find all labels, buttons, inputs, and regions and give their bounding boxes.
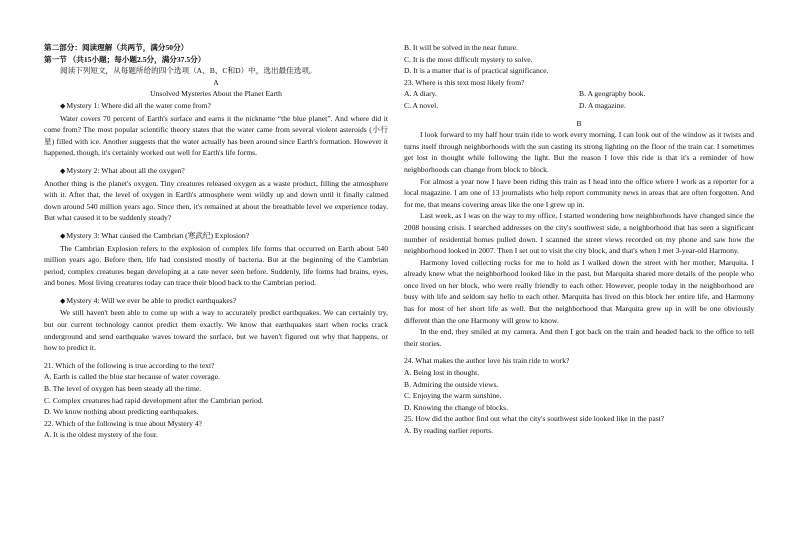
q23-option-a: A. A diary. [404, 89, 437, 99]
q22-option-d: D. It is a matter that is of practical significance. [404, 66, 549, 76]
question-25: 25. How did the author find out what the city's southwest side looked like in the past? [404, 414, 665, 424]
passage-b-paragraph-1: I look forward to my half hour train ride to work every morning. I can look out of the window as it twists and turns itself through neighborhoods with the sun casting its strong lighting on the floor of the train car. I sometimes get lost in thought while following the light. But the reason I love this ride is that it's a reminder of how neighborhoods can change from block to block. [404, 130, 754, 174]
question-23: 23. Where is this text most likely from? [404, 77, 525, 87]
diamond-icon: ◆ [60, 166, 66, 175]
passage-b-paragraph-2: For almost a year now I have been riding this train as I head into the office where I work as a reporter for a local magazine. I am one of 13 journalists who help report community news in areas that are often forgotten. And for me, that means covering areas like the one I grew up in. [404, 176, 754, 209]
passage-b-paragraph-3: Last week, as I was on the way to my office, I started wondering how neighborhoods have changed since the 2008 housing crisis. I searched addresses on the city's southwest side, a neighborhood that has seen a significant number of residential homes pulled down. I scanned the street views recorded on my phone and saw how the neighborhood looked in 2007. Then I set out to visit the city block, and that's when I met 3-year-old Harmony. [404, 211, 754, 256]
diamond-icon: ◆ [60, 231, 66, 240]
mystery-3-title: Mystery 3: What caused the Cambrian (寒武纪) Explosion? [66, 230, 250, 240]
q24-option-a: A. Being lost in thought. [404, 368, 480, 378]
mystery-1-heading [44, 100, 388, 113]
mystery-4-text: We still haven't been able to come up with a way to accurately predict earthquakes. We can certainly try, but our current technology cannot predict them exactly. We know that earthquakes start when rocks crack underground and send earthquake waves toward the surface, but we haven't figured out why that happens, or how to predict it. [44, 308, 388, 353]
right-column [404, 42, 754, 437]
q21-option-c: C. Complex creatures had rapid development after the Cambrian period. [44, 395, 264, 405]
passage-b-letter: B [576, 118, 582, 128]
q21-option-a: A. Earth is called the blue star because of water coverage. [44, 372, 220, 382]
q25-option-a: A. By reading earlier reports. [404, 426, 493, 435]
q21-option-b: B. The level of oxygen has been steady all the time. [44, 384, 202, 394]
mystery-4-title: Mystery 4: Will we ever be able to predict earthquakes? [66, 295, 237, 305]
diamond-icon: ◆ [60, 296, 66, 305]
mystery-3-heading [44, 230, 388, 243]
passage-a-letter: A [213, 77, 219, 87]
q23-options-row-1 [404, 88, 754, 100]
instruction: 阅读下列短文，从每题所给的四个选项（A、B、C和D）中，选出最佳选项。 [60, 66, 317, 76]
mystery-1-text: Water covers 70 percent of Earth's surface and earns it the nickname “the blue planet”. And where did it come from? The most popular scientific theory states that the water came from several violent asteroids (小行星) filled with ice. Another suggests that the water actually has been around since Earth's formation. However it happened, though, it's certainly worked out well for Earth's life forms. [44, 113, 388, 158]
q24-option-c: C. Enjoying the warm sunshine. [404, 391, 502, 401]
diamond-icon: ◆ [60, 101, 66, 110]
mystery-2-text: Another thing is the planet's oxygen. Tiny creatures released oxygen as a waste product, filling the atmosphere with it. After that, the level of oxygen in Earth's atmosphere went wildly up and down until it finally calmed down around 540 million years ago. Since then, it's remained at about the breathable level we experience today. But what caused it to be suddenly steady? [44, 178, 388, 223]
mystery-3-text: The Cambrian Explosion refers to the explosion of complex life forms that occurred on Earth about 540 million years ago. Before then, life had consisted mostly of bacteria. But at the beginning of the Cambrian period, complex creatures began developing at a rate never seen before. Suddenly, life forms had brains, eyes, and bones. Most living creatures today can trace their blood back to the Cambrian period. [44, 243, 388, 288]
passage-a-title: Unsolved Mysteries About the Planet Earth [150, 89, 282, 99]
mystery-2-title: Mystery 2: What about all the oxygen? [66, 165, 185, 175]
mystery-1-title: Mystery 1: Where did all the water come from? [66, 100, 211, 110]
q22-option-c: C. It is the most difficult mystery to solve. [404, 54, 533, 64]
question-22: 22. Which of the following is true about Mystery 4? [44, 418, 203, 428]
q23-options-row-2 [404, 100, 754, 112]
q24-option-b: B. Admiring the outside views. [404, 379, 499, 389]
subsection-title: 第一节 （共15小题；每小题2.5分，满分37.5分） [44, 54, 206, 64]
mystery-4-heading [44, 295, 388, 308]
q24-option-d: D. Knowing the change of blocks. [404, 402, 508, 412]
q21-option-d: D. We know nothing about predicting earthquakes. [44, 407, 199, 417]
question-21: 21. Which of the following is true according to the text? [44, 360, 215, 370]
left-column [44, 42, 388, 441]
section-title: 第二部分：阅读理解（共两节，满分50分） [44, 43, 189, 52]
q22-option-b: B. It will be solved in the near future. [404, 43, 518, 52]
passage-b-paragraph-5: In the end, they smiled at my camera. And then I got back on the train and headed back to the office to tell their stories. [404, 327, 754, 348]
mystery-2-heading [44, 165, 388, 178]
q23-option-d: D. A magazine. [579, 100, 626, 110]
passage-b-paragraph-4: Harmony loved collecting rocks for me to hold as I walked down the street with her mother, Marquita. I already knew what the neighborhood looked like in the past, but Marquita shared more details of the people who once lived on her block, who were really friendly to each other. However, people today in the neighborhood are busy with life and seldom say hello to each other. Marquita has lived on this block her entire life, and Harmony has for most of her short life as well. But the neighborhood that Marquita grew up in will be one obviously different than the one Harmony will grow to know. [404, 257, 754, 325]
question-24: 24. What makes the author love his train ride to work? [404, 356, 570, 366]
q22-option-a: A. It is the oldest mystery of the four. [44, 430, 158, 440]
q23-option-b: B. A geography book. [579, 89, 646, 99]
q23-option-c: C. A novel. [404, 100, 439, 110]
